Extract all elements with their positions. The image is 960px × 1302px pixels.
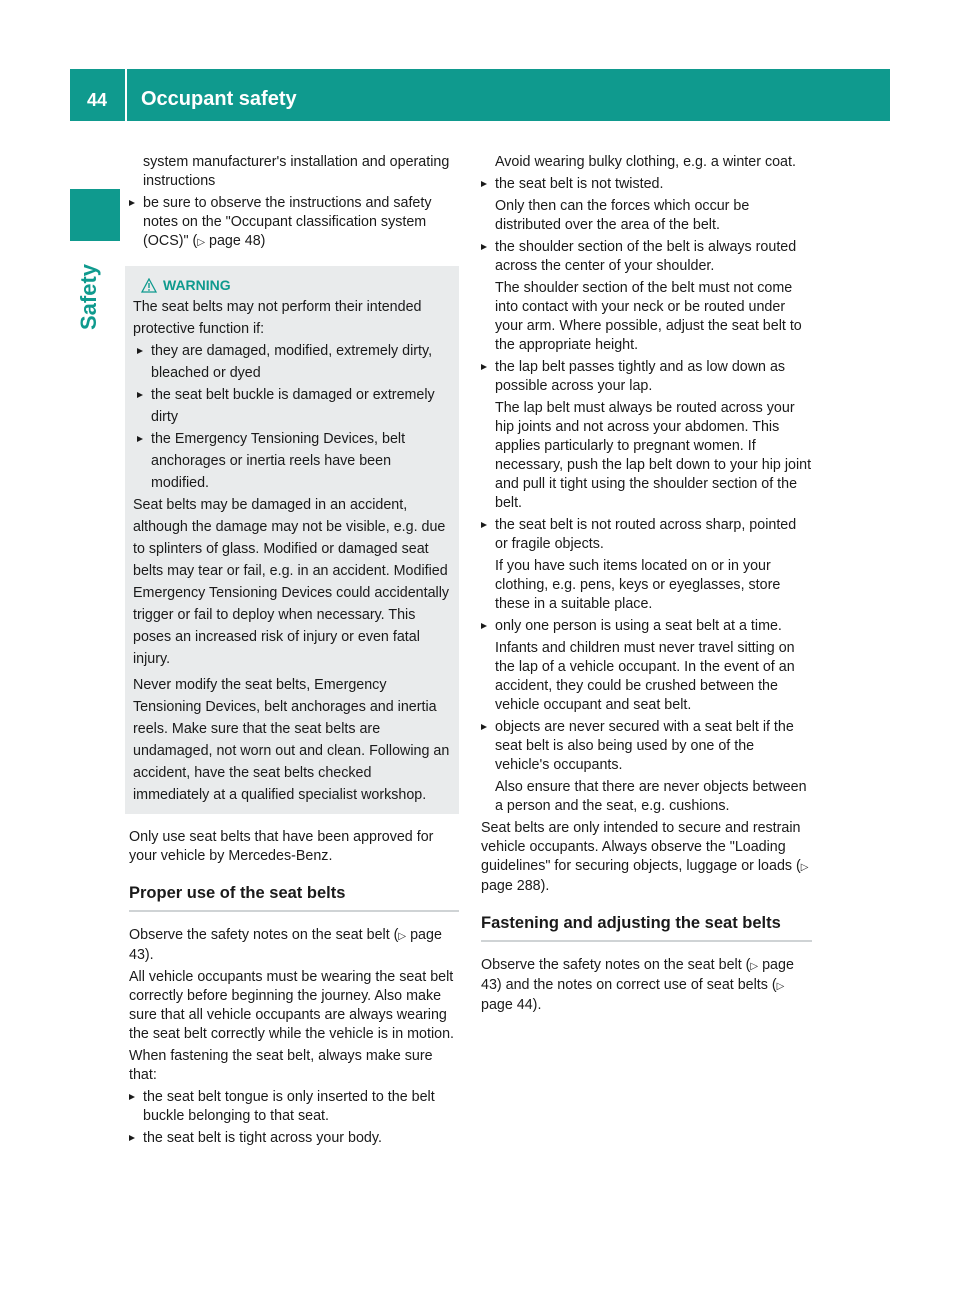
list-item: the seat belt is tight across your body. <box>129 1129 459 1148</box>
approved-belts-text: Only use seat belts that have been approved for your vehicle by Mercedes-Benz. <box>129 829 434 864</box>
warning-header <box>141 274 451 296</box>
list-note: The lap belt must always be routed across your hip joints and not across your abdomen. This applies particularly to pregnant women. If necessary, push the lap belt down to your hip joint and pull it tight using the shoulder section of the belt. <box>495 400 812 511</box>
page-ref-link[interactable]: page 43). <box>129 927 442 963</box>
observe-text: Observe the safety notes on the seat belt (▷ page 43). <box>129 927 442 963</box>
left-column <box>129 153 459 1151</box>
list-note: Also ensure that there are never objects between a person and the seat, e.g. cushions. <box>495 779 807 814</box>
list-item: the seat belt is not routed across sharp, pointed or fragile objects. <box>481 516 812 554</box>
list-item: only one person is using a seat belt at a time. <box>481 617 812 636</box>
page-ref-link[interactable]: page 48) <box>205 233 266 249</box>
warning-title: WARNING <box>163 277 231 293</box>
list-item: objects are never secured with a seat belt if the seat belt is also being used by one of the vehicle's occupants. <box>481 718 812 775</box>
warning-paragraph: Seat belts may be damaged in an accident, although the damage may not be visible, e.g. due to splinters of glass. Modified or damaged seat belts may tear or fail, e.g. in an accident. Modified Emergency Tensioning Devices could accidentally trigger or fail to deploy when necessary. This poses an increased risk of injury or even fatal injury. <box>133 497 450 667</box>
list-item: the shoulder section of the belt is always routed across the center of your shoulder. <box>481 238 812 276</box>
when-fastening-text: When fastening the seat belt, always make sure that: <box>129 1048 433 1083</box>
page-title: Occupant safety <box>141 88 297 110</box>
bullet-ocs: be sure to observe the instructions and safety notes on the "Occupant classification system (OCS)" (▷ page 48) <box>129 194 459 252</box>
warning-triangle-icon <box>141 278 157 293</box>
avoid-text: Avoid wearing bulky clothing, e.g. a winter coat. <box>495 154 796 170</box>
page-ref-link[interactable]: page 44). <box>481 997 542 1013</box>
page-number: 44 <box>86 90 108 110</box>
page-ref-arrow-icon: ▷ <box>776 981 785 992</box>
page-ref-link[interactable]: page 288). <box>481 878 550 894</box>
warning-paragraph: Never modify the seat belts, Emergency Tensioning Devices, belt anchorages and inertia reels. Make sure that the seat belts are undamaged, not worn out and clean. Following an accident, have the seat belts checked immediately at a qualified specialist workshop. <box>133 677 450 803</box>
list-item: the seat belt is not twisted. <box>481 175 812 194</box>
right-column <box>481 153 812 1018</box>
seat-belts-only-text: Seat belts are only intended to secure and restrain vehicle occupants. Always observe the "Loading guidelines" for securing objects, luggage or loads (▷ page 288). <box>481 820 809 894</box>
side-tab-marker <box>70 189 120 241</box>
list-note: If you have such items located on or in your clothing, e.g. pens, keys or eyeglasses, store these in a suitable place. <box>495 558 781 612</box>
warning-bullet: the Emergency Tensioning Devices, belt anchorages or inertia reels have been modified. <box>137 428 451 494</box>
page-ref-arrow-icon: ▷ <box>398 931 407 942</box>
observe-text: Observe the safety notes on the seat belt (▷ page 43) and the notes on correct use of seat belts (▷ page 44). <box>481 957 794 1013</box>
page-ref-link[interactable]: page 43) and the notes on correct use of seat belts ( <box>481 957 794 993</box>
page-ref-arrow-icon: ▷ <box>800 862 809 873</box>
list-item: the lap belt passes tightly and as low down as possible across your lap. <box>481 358 812 396</box>
list-note: The shoulder section of the belt must not come into contact with your neck or be routed under your arm. Where possible, adjust the seat belt to the appropriate height. <box>495 280 802 353</box>
warning-box <box>125 266 459 814</box>
continued-text: system manufacturer's installation and operating instructions <box>143 154 450 189</box>
warning-bullet: they are damaged, modified, extremely dirty, bleached or dyed <box>137 340 451 384</box>
page-ref-arrow-icon: ▷ <box>197 237 206 248</box>
all-occupants-text: All vehicle occupants must be wearing the seat belt correctly before beginning the journey. Also make sure that all vehicle occupants are always wearing the seat belt correctly while the vehicle is in motion. <box>129 969 455 1042</box>
warning-bullet: the seat belt buckle is damaged or extremely dirty <box>137 384 451 428</box>
list-note: Only then can the forces which occur be distributed over the area of the belt. <box>495 198 750 233</box>
list-item: the seat belt tongue is only inserted to the belt buckle belonging to that seat. <box>129 1088 459 1126</box>
page-ref-arrow-icon: ▷ <box>750 961 759 972</box>
section-heading-proper-use: Proper use of the seat belts <box>129 882 459 912</box>
side-section-label: Safety <box>76 263 101 330</box>
list-note: Infants and children must never travel sitting on the lap of a vehicle occupant. In the event of an accident, they could be crushed between the vehicle occupant and seat belt. <box>495 640 795 713</box>
warning-intro: The seat belts may not perform their intended protective function if: <box>133 299 422 337</box>
header-divider <box>125 69 127 121</box>
section-heading-fastening: Fastening and adjusting the seat belts <box>481 912 812 942</box>
